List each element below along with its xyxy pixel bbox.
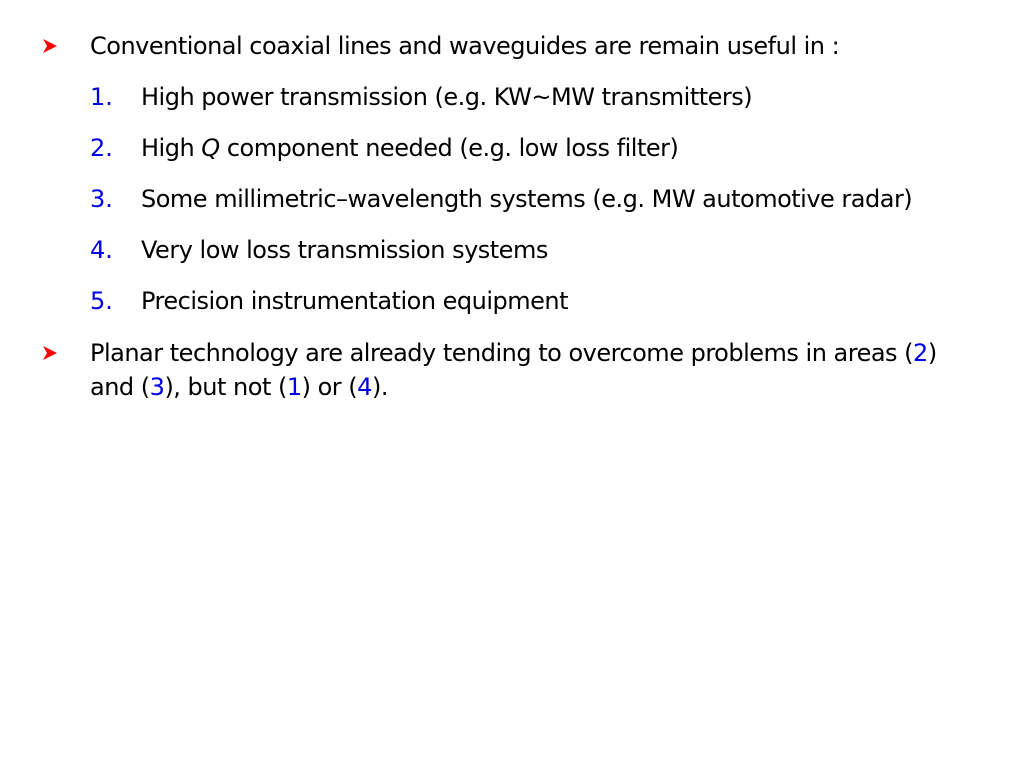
right-arrow-icon <box>42 338 62 368</box>
list-item: Some millimetric–wavelength systems (e.g. MW automotive radar) <box>141 185 913 213</box>
list-item-prefix: High <box>141 134 202 162</box>
list-number: 1. <box>90 83 113 111</box>
list-number: 2. <box>90 134 113 162</box>
text-segment: ). <box>371 373 388 401</box>
reference-number: 2 <box>913 339 928 367</box>
reference-number: 1 <box>286 373 302 401</box>
list-number: 4. <box>90 236 113 264</box>
list-item <box>141 133 678 163</box>
text-segment: Planar technology are already tending to overcome problems in areas ( <box>90 339 914 367</box>
list-item: Very low loss transmission systems <box>141 236 548 264</box>
bullet-text-planar-line1 <box>90 338 937 368</box>
list-item: Precision instrumentation equipment <box>141 287 569 315</box>
text-segment: ) or ( <box>301 373 358 401</box>
list-number: 5. <box>90 287 113 315</box>
reference-number: 4 <box>357 373 372 401</box>
reference-number: 3 <box>149 373 165 401</box>
list-item: High power transmission (e.g. KW~MW transmitters) <box>141 83 753 111</box>
bullet-text-planar-line2 <box>90 372 388 402</box>
text-segment: ) <box>927 339 937 367</box>
text-segment: ), but not ( <box>164 373 287 401</box>
q-symbol: Q <box>201 134 220 162</box>
bullet-text-intro: Conventional coaxial lines and waveguides are remain useful in : <box>90 32 840 60</box>
right-arrow-icon <box>42 31 62 61</box>
list-number: 3. <box>90 185 113 213</box>
list-item-suffix: component needed (e.g. low loss filter) <box>219 134 679 162</box>
text-segment: and ( <box>90 373 150 401</box>
